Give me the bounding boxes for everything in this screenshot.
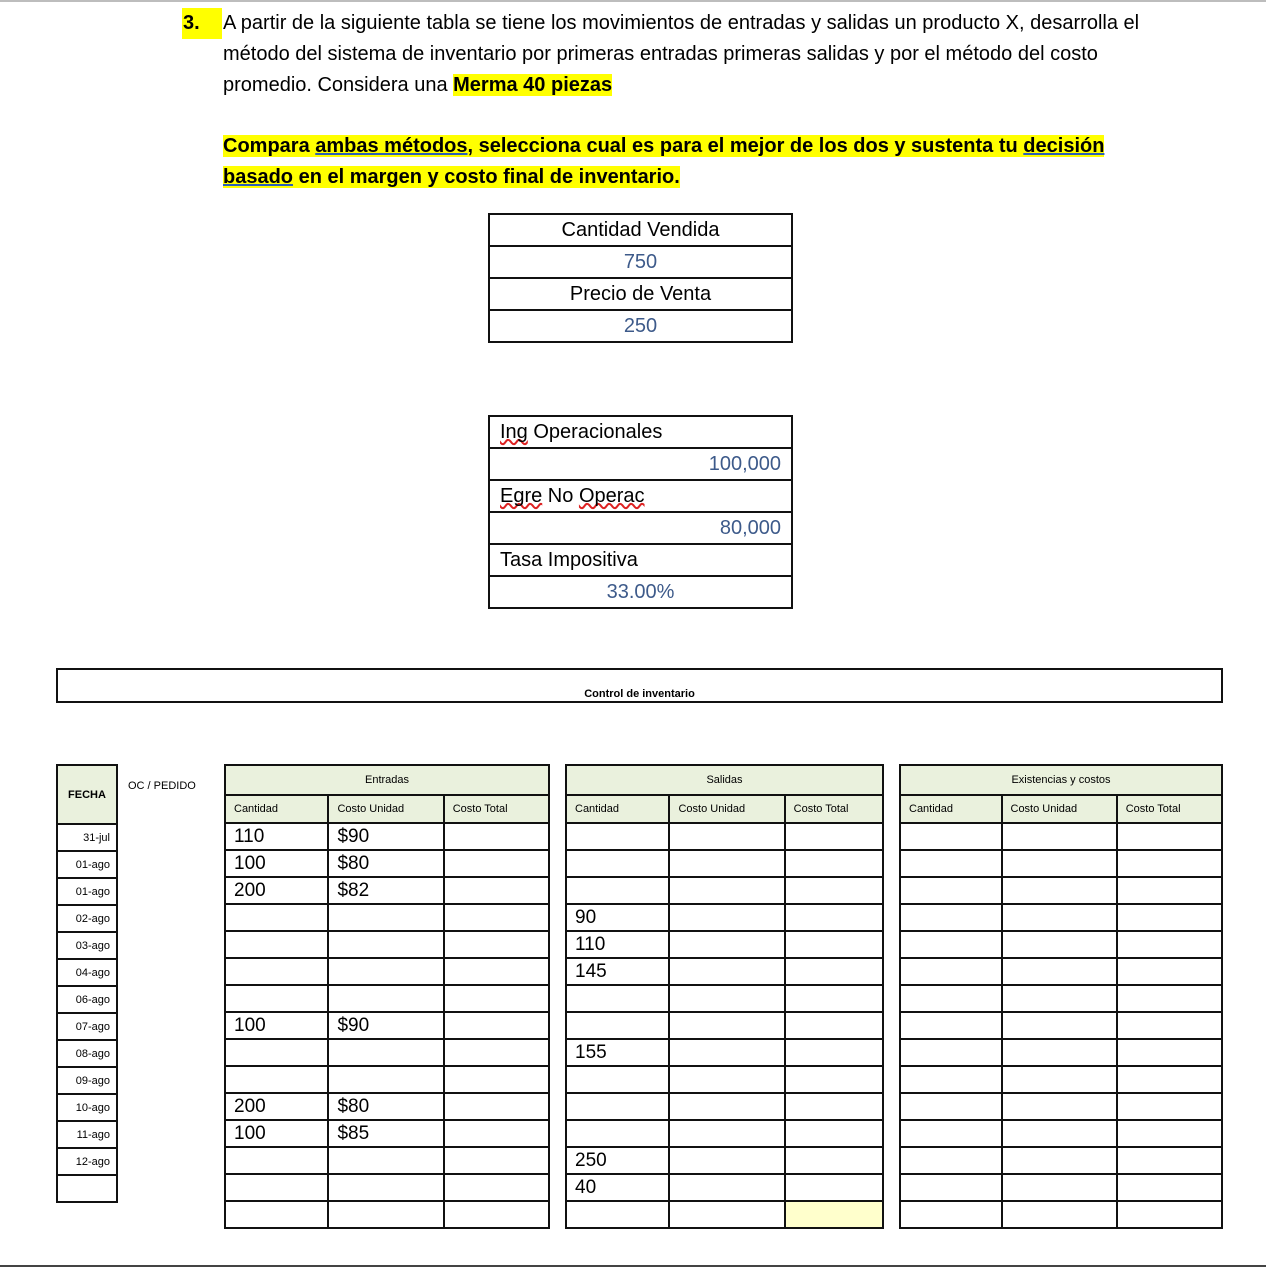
entrada-costo-total <box>444 1201 549 1228</box>
top-rule <box>0 0 1266 2</box>
existencia-cantidad <box>900 931 1002 958</box>
table-row <box>900 1039 1222 1066</box>
table-row <box>225 985 549 1012</box>
salida-costo-unidad <box>669 1201 784 1228</box>
salida-cantidad <box>566 985 669 1012</box>
existencia-costo-unidad <box>1002 1174 1117 1201</box>
salida-cantidad: 250 <box>566 1147 669 1174</box>
table-row <box>900 1066 1222 1093</box>
salida-cantidad <box>566 1066 669 1093</box>
entrada-costo-total <box>444 1147 549 1174</box>
salidas-table <box>565 764 884 1229</box>
salida-cantidad: 110 <box>566 931 669 958</box>
existencia-costo-total <box>1117 985 1222 1012</box>
salida-costo-total <box>785 1147 883 1174</box>
fecha-cell: 07-ago <box>57 1013 117 1040</box>
tasa-impositiva-value: 33.00% <box>489 576 792 608</box>
table-row <box>566 958 883 985</box>
salida-costo-unidad <box>669 1174 784 1201</box>
salida-costo-unidad <box>669 1093 784 1120</box>
entrada-cantidad <box>225 904 328 931</box>
entrada-costo-unidad <box>328 1039 443 1066</box>
salida-costo-total <box>785 1201 883 1228</box>
table-row <box>900 958 1222 985</box>
egre-no-operac-label: Egre No Operac <box>489 480 792 512</box>
entrada-cantidad: 100 <box>225 850 328 877</box>
existencia-costo-total <box>1117 1174 1222 1201</box>
entrada-costo-unidad: $90 <box>328 1012 443 1039</box>
entrada-costo-total <box>444 823 549 850</box>
existencia-costo-total <box>1117 1147 1222 1174</box>
entrada-cantidad <box>225 958 328 985</box>
table-row <box>225 1012 549 1039</box>
salida-cantidad <box>566 877 669 904</box>
existencia-cantidad <box>900 904 1002 931</box>
existencia-costo-unidad <box>1002 1147 1117 1174</box>
existencia-cantidad <box>900 1120 1002 1147</box>
table-row <box>225 1174 549 1201</box>
entrada-costo-unidad <box>328 1066 443 1093</box>
entrada-cantidad: 200 <box>225 1093 328 1120</box>
salida-cantidad <box>566 1201 669 1228</box>
entrada-costo-unidad <box>328 1147 443 1174</box>
entrada-costo-unidad <box>328 931 443 958</box>
salidas-header: Salidas <box>566 765 883 795</box>
existencia-costo-unidad <box>1002 1012 1117 1039</box>
entrada-costo-unidad <box>328 985 443 1012</box>
entrada-costo-unidad <box>328 1174 443 1201</box>
salida-cantidad <box>566 1012 669 1039</box>
salida-costo-unidad <box>669 1039 784 1066</box>
entrada-costo-total <box>444 1120 549 1147</box>
salida-cantidad <box>566 823 669 850</box>
table-row <box>566 1066 883 1093</box>
existencia-costo-total <box>1117 1066 1222 1093</box>
entradas-col-costo-unidad: Costo Unidad <box>328 795 443 823</box>
entrada-costo-total <box>444 1066 549 1093</box>
salida-cantidad: 155 <box>566 1039 669 1066</box>
salida-costo-total <box>785 1093 883 1120</box>
entrada-costo-total <box>444 985 549 1012</box>
table-row <box>900 850 1222 877</box>
entradas-col-cantidad: Cantidad <box>225 795 328 823</box>
salidas-col-costo-unidad: Costo Unidad <box>669 795 784 823</box>
salida-cantidad <box>566 850 669 877</box>
table-row <box>225 1120 549 1147</box>
existencia-costo-unidad <box>1002 823 1117 850</box>
existencia-costo-unidad <box>1002 1066 1117 1093</box>
table-row <box>900 1012 1222 1039</box>
entrada-costo-total <box>444 1012 549 1039</box>
intro-text: A partir de la siguiente tabla se tiene los movimientos de entradas y salidas un producto X, desarrolla el método del sistema de inventario por primeras entradas primeras salidas y por el método del costo promedio. Considera una <box>223 12 1140 96</box>
compare-part-e: en el margen y costo final de inventario. <box>293 166 680 188</box>
salida-costo-total <box>785 1066 883 1093</box>
entrada-costo-unidad: $80 <box>328 850 443 877</box>
table-row <box>566 904 883 931</box>
existencia-costo-unidad <box>1002 931 1117 958</box>
merma-highlight: Merma 40 piezas <box>453 74 613 96</box>
entrada-costo-unidad: $85 <box>328 1120 443 1147</box>
table-row <box>566 1201 883 1228</box>
table-row <box>225 850 549 877</box>
existencia-costo-unidad <box>1002 850 1117 877</box>
fecha-cell: 09-ago <box>57 1067 117 1094</box>
entrada-costo-total <box>444 904 549 931</box>
table-row <box>225 1147 549 1174</box>
salida-costo-total <box>785 931 883 958</box>
existencias-col-costo-unidad: Costo Unidad <box>1002 795 1117 823</box>
entrada-costo-unidad <box>328 904 443 931</box>
fecha-cell: 10-ago <box>57 1094 117 1121</box>
entrada-cantidad: 100 <box>225 1012 328 1039</box>
entrada-cantidad <box>225 1039 328 1066</box>
salidas-col-costo-total: Costo Total <box>785 795 883 823</box>
salida-costo-unidad <box>669 958 784 985</box>
entradas-table <box>224 764 550 1229</box>
table-row <box>566 823 883 850</box>
table-row <box>900 823 1222 850</box>
salida-costo-unidad <box>669 1120 784 1147</box>
existencia-cantidad <box>900 1174 1002 1201</box>
salida-cantidad <box>566 1120 669 1147</box>
salida-costo-unidad <box>669 985 784 1012</box>
existencias-col-cantidad: Cantidad <box>900 795 1002 823</box>
entrada-cantidad: 200 <box>225 877 328 904</box>
table-row <box>225 877 549 904</box>
precio-venta-value: 250 <box>489 310 792 342</box>
entrada-costo-unidad: $80 <box>328 1093 443 1120</box>
table-row <box>225 931 549 958</box>
oc-pedido-header: OC / PEDIDO <box>128 780 196 792</box>
existencia-costo-total <box>1117 823 1222 850</box>
entrada-costo-total <box>444 931 549 958</box>
fecha-cell <box>57 1175 117 1202</box>
existencia-cantidad <box>900 1012 1002 1039</box>
table-row <box>900 1174 1222 1201</box>
question-number: 3. <box>182 8 222 39</box>
entrada-costo-unidad: $90 <box>328 823 443 850</box>
salida-cantidad: 90 <box>566 904 669 931</box>
existencia-costo-total <box>1117 1093 1222 1120</box>
salidas-col-cantidad: Cantidad <box>566 795 669 823</box>
existencias-col-costo-total: Costo Total <box>1117 795 1222 823</box>
table-row <box>566 985 883 1012</box>
salida-costo-unidad <box>669 1066 784 1093</box>
salida-costo-total <box>785 1120 883 1147</box>
entrada-cantidad <box>225 985 328 1012</box>
fecha-header: FECHA <box>57 765 117 824</box>
fecha-cell: 08-ago <box>57 1040 117 1067</box>
fecha-cell: 02-ago <box>57 905 117 932</box>
existencia-costo-unidad <box>1002 985 1117 1012</box>
existencia-costo-unidad <box>1002 904 1117 931</box>
precio-venta-label: Precio de Venta <box>489 278 792 310</box>
entradas-header: Entradas <box>225 765 549 795</box>
table-row <box>900 931 1222 958</box>
existencia-costo-total <box>1117 1201 1222 1228</box>
cantidad-vendida-value: 750 <box>489 246 792 278</box>
fecha-column <box>56 764 118 1203</box>
compare-part-b: ambas métodos <box>315 135 468 157</box>
table-row <box>566 850 883 877</box>
table-row <box>900 985 1222 1012</box>
salida-costo-unidad <box>669 877 784 904</box>
salida-costo-total <box>785 877 883 904</box>
table-row <box>900 1147 1222 1174</box>
existencia-cantidad <box>900 985 1002 1012</box>
entrada-costo-unidad <box>328 1201 443 1228</box>
table-row <box>225 1066 549 1093</box>
egre-no-operac-value: 80,000 <box>489 512 792 544</box>
salida-costo-total <box>785 1039 883 1066</box>
entradas-col-costo-total: Costo Total <box>444 795 549 823</box>
existencia-costo-total <box>1117 877 1222 904</box>
compare-instruction <box>223 131 1153 193</box>
fecha-cell: 11-ago <box>57 1121 117 1148</box>
table-row <box>566 877 883 904</box>
bottom-rule <box>0 1265 1266 1267</box>
fecha-cell: 06-ago <box>57 986 117 1013</box>
compare-part-a: Compara <box>223 135 316 157</box>
entrada-costo-total <box>444 958 549 985</box>
table-row <box>566 1012 883 1039</box>
entrada-costo-total <box>444 1093 549 1120</box>
table-row <box>225 904 549 931</box>
question-intro <box>223 8 1153 101</box>
existencia-costo-unidad <box>1002 1120 1117 1147</box>
existencia-costo-unidad <box>1002 1093 1117 1120</box>
existencia-costo-total <box>1117 958 1222 985</box>
fecha-cell: 31-jul <box>57 824 117 851</box>
table-row <box>225 958 549 985</box>
ing-operacionales-value: 100,000 <box>489 448 792 480</box>
compare-part-c: , selecciona cual es para el mejor de los dos y sustenta tu <box>467 135 1024 157</box>
entrada-cantidad <box>225 1066 328 1093</box>
entrada-cantidad <box>225 1147 328 1174</box>
salida-costo-total <box>785 985 883 1012</box>
fecha-cell: 12-ago <box>57 1148 117 1175</box>
existencia-costo-total <box>1117 1120 1222 1147</box>
table-row <box>225 823 549 850</box>
ing-operacionales-label: Ing Operacionales <box>489 416 792 448</box>
salida-costo-total <box>785 958 883 985</box>
salida-costo-unidad <box>669 1147 784 1174</box>
table-row <box>225 1039 549 1066</box>
ingresos-table <box>488 415 793 609</box>
entrada-costo-total <box>444 1039 549 1066</box>
existencia-cantidad <box>900 1066 1002 1093</box>
control-inventario-title: Control de inventario <box>56 668 1223 703</box>
fecha-cell: 03-ago <box>57 932 117 959</box>
salida-costo-unidad <box>669 904 784 931</box>
existencia-costo-total <box>1117 904 1222 931</box>
existencia-cantidad <box>900 877 1002 904</box>
table-row <box>566 1147 883 1174</box>
existencia-costo-total <box>1117 1012 1222 1039</box>
entrada-cantidad: 100 <box>225 1120 328 1147</box>
existencia-costo-unidad <box>1002 877 1117 904</box>
table-row <box>900 1093 1222 1120</box>
existencia-costo-total <box>1117 931 1222 958</box>
salida-cantidad: 40 <box>566 1174 669 1201</box>
compare-part-d: decisión basado <box>223 135 1105 188</box>
entrada-costo-unidad: $82 <box>328 877 443 904</box>
salida-costo-unidad <box>669 931 784 958</box>
salida-cantidad: 145 <box>566 958 669 985</box>
tasa-impositiva-label: Tasa Impositiva <box>489 544 792 576</box>
salida-costo-total <box>785 904 883 931</box>
table-row <box>225 1093 549 1120</box>
existencia-cantidad <box>900 850 1002 877</box>
table-row <box>900 1201 1222 1228</box>
entrada-cantidad <box>225 1174 328 1201</box>
ventas-table <box>488 213 793 343</box>
existencia-cantidad <box>900 1147 1002 1174</box>
entrada-costo-total <box>444 877 549 904</box>
fecha-cell: 01-ago <box>57 878 117 905</box>
existencia-costo-total <box>1117 1039 1222 1066</box>
existencias-table <box>899 764 1223 1229</box>
table-row <box>566 1120 883 1147</box>
existencia-cantidad <box>900 958 1002 985</box>
table-row <box>566 1093 883 1120</box>
salida-costo-unidad <box>669 1012 784 1039</box>
salida-costo-total <box>785 823 883 850</box>
salida-cantidad <box>566 1093 669 1120</box>
table-row <box>566 1039 883 1066</box>
table-row <box>900 1120 1222 1147</box>
salida-costo-total <box>785 1174 883 1201</box>
existencia-costo-unidad <box>1002 1039 1117 1066</box>
entrada-cantidad <box>225 1201 328 1228</box>
fecha-cell: 04-ago <box>57 959 117 986</box>
salida-costo-total <box>785 1012 883 1039</box>
table-row <box>225 1201 549 1228</box>
existencias-header: Existencias y costos <box>900 765 1222 795</box>
entrada-costo-total <box>444 850 549 877</box>
table-row <box>566 1174 883 1201</box>
entrada-costo-total <box>444 1174 549 1201</box>
fecha-cell: 01-ago <box>57 851 117 878</box>
existencia-costo-unidad <box>1002 1201 1117 1228</box>
salida-costo-unidad <box>669 823 784 850</box>
existencia-cantidad <box>900 1201 1002 1228</box>
cantidad-vendida-label: Cantidad Vendida <box>489 214 792 246</box>
table-row <box>900 904 1222 931</box>
salida-costo-total <box>785 850 883 877</box>
table-row <box>566 931 883 958</box>
existencia-cantidad <box>900 1093 1002 1120</box>
entrada-costo-unidad <box>328 958 443 985</box>
table-row <box>900 877 1222 904</box>
existencia-cantidad <box>900 823 1002 850</box>
existencia-costo-unidad <box>1002 958 1117 985</box>
entrada-cantidad: 110 <box>225 823 328 850</box>
existencia-costo-total <box>1117 850 1222 877</box>
entrada-cantidad <box>225 931 328 958</box>
existencia-cantidad <box>900 1039 1002 1066</box>
salida-costo-unidad <box>669 850 784 877</box>
